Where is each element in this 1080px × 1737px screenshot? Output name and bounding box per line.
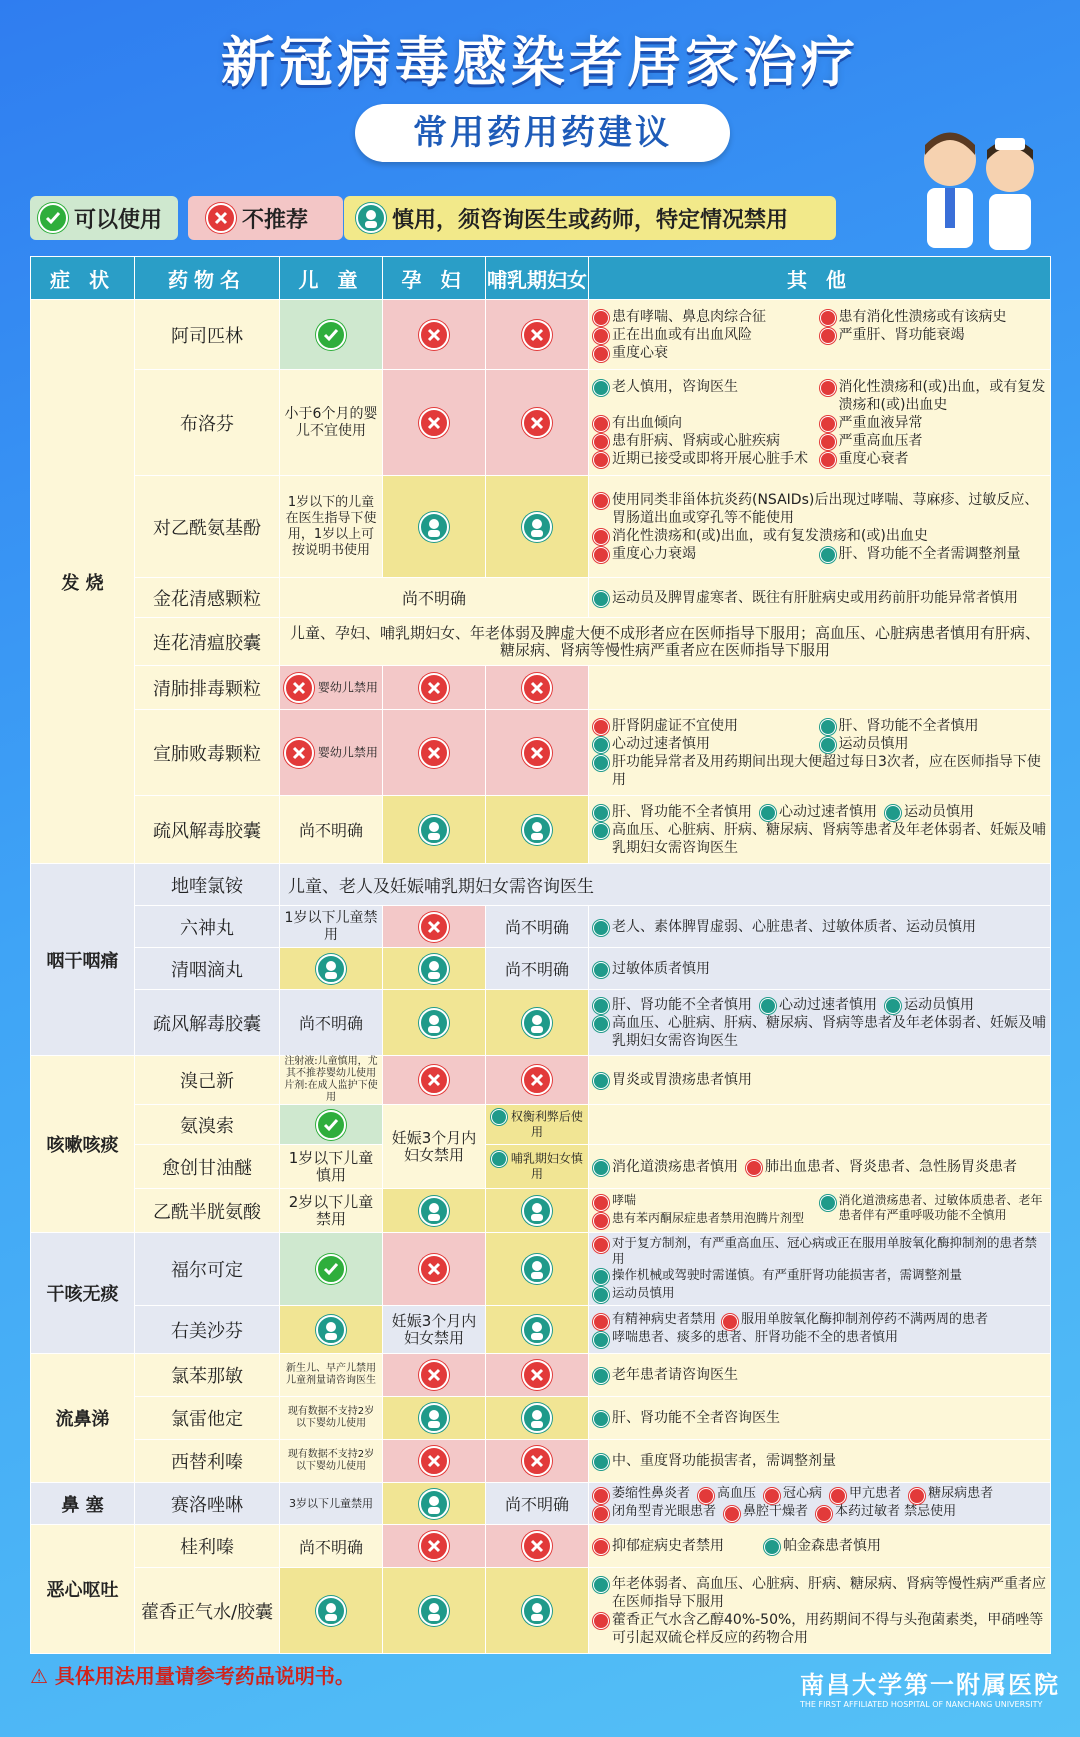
cross-icon [419, 912, 449, 942]
doctor-icon [593, 591, 609, 607]
doctor-icon [491, 1109, 507, 1125]
pregnant-status [383, 1354, 486, 1397]
lactating-status [486, 1233, 589, 1306]
drug-name: 右美沙芬 [135, 1306, 280, 1354]
hospital-logo [800, 1665, 1060, 1709]
footer-note: ⚠ 具体用法用量请参考药品说明书。 [30, 1664, 355, 1688]
pregnant-status [383, 300, 486, 370]
doctor-icon [820, 547, 836, 563]
doctor-icon [593, 1454, 609, 1470]
check-icon [316, 1254, 346, 1284]
child-status: 1岁以下儿童慎用 [280, 1145, 383, 1189]
lactating-status [486, 370, 589, 476]
header-child: 儿 童 [280, 257, 383, 300]
cross-icon [593, 1613, 609, 1629]
cross-icon [593, 529, 609, 545]
doctor-icon [593, 920, 609, 936]
symptom-cough: 咳嗽咳痰 [31, 1056, 135, 1233]
pregnant-status [383, 710, 486, 796]
header-symptom: 症 状 [31, 257, 135, 300]
doctor-icon [522, 1596, 552, 1626]
cross-icon [820, 416, 836, 432]
doctor-icon [593, 380, 609, 396]
doctor-icon [522, 1008, 552, 1038]
cross-icon [816, 1506, 832, 1522]
cross-icon [593, 346, 609, 362]
cross-icon [593, 547, 609, 563]
cross-icon [522, 1531, 552, 1561]
doctor-icon [593, 755, 609, 771]
pregnant-status [383, 990, 486, 1056]
cross-icon [419, 408, 449, 438]
doctor-icon [885, 998, 901, 1014]
cross-icon [522, 320, 552, 350]
other-notes: 消化道溃疡患者慎用 肺出血患者、肾炎患者、急性肠胃炎患者 [589, 1145, 1051, 1189]
legend-caution [344, 196, 836, 240]
other-notes: 肝、肾功能不全者慎用 心动过速者慎用 运动员慎用 高血压、心脏病、肝病、糖尿病、肾病等患者及年老体弱者、妊娠及哺乳期妇女需咨询医生 [589, 990, 1051, 1056]
lactating-status [486, 300, 589, 370]
cross-icon [593, 416, 609, 432]
cross-icon [698, 1488, 714, 1504]
cross-icon [284, 673, 314, 703]
doctor-icon [885, 805, 901, 821]
cross-icon [593, 1488, 609, 1504]
doctor-icon [419, 1489, 449, 1519]
symptom-throat: 咽干咽痛 [31, 864, 135, 1056]
status-span: 尚不明确 [280, 578, 589, 618]
cross-icon [284, 738, 314, 768]
child-status: 尚不明确 [280, 990, 383, 1056]
medication-table [30, 256, 1051, 1654]
lactating-status: 尚不明确 [486, 1483, 589, 1525]
pregnant-status [383, 1483, 486, 1525]
lactating-status [486, 796, 589, 864]
doctor-icon [419, 954, 449, 984]
doctor-icon [316, 1315, 346, 1345]
child-status [280, 1233, 383, 1306]
drug-name: 六神丸 [135, 906, 280, 948]
status-span: 儿童、老人及妊娠哺乳期妇女需咨询医生 [280, 864, 1051, 906]
other-notes: 使用同类非甾体抗炎药(NSAIDs)后出现过哮喘、荨麻疹、过敏反应、胃肠道出血或穿孔等不能使用 消化性溃疡和(或)出血，或有复发溃疡和(或)出血史 重度心力衰竭 肝、肾功能不全者需调整剂量 [589, 476, 1051, 578]
child-status: 1岁以下的儿童在医生指导下使用，1岁以上可按说明书使用 [280, 476, 383, 578]
check-icon [38, 203, 68, 233]
cross-icon [593, 1539, 609, 1555]
drug-name: 对乙酰氨基酚 [135, 476, 280, 578]
drug-name: 溴己新 [135, 1056, 280, 1105]
cross-icon [522, 408, 552, 438]
pregnant-status [383, 1189, 486, 1233]
child-status: 新生儿、早产儿禁用 儿童剂量请咨询医生 [280, 1354, 383, 1397]
drug-name: 氯苯那敏 [135, 1354, 280, 1397]
lactating-status: 尚不明确 [486, 906, 589, 948]
cross-icon [206, 203, 236, 233]
doctor-icon [760, 998, 776, 1014]
drug-name: 疏风解毒胶囊 [135, 990, 280, 1056]
pregnant-status [383, 1525, 486, 1568]
cross-icon [419, 1254, 449, 1284]
cross-icon [593, 493, 609, 509]
cross-icon [746, 1160, 762, 1176]
lactating-status [486, 1525, 589, 1568]
cross-icon [419, 673, 449, 703]
doctor-icon [820, 1195, 836, 1211]
other-notes: 过敏体质者慎用 [589, 948, 1051, 990]
drug-name: 宣肺败毒颗粒 [135, 710, 280, 796]
other-notes: 老人、素体脾胃虚弱、心脏患者、过敏体质者、运动员慎用 [589, 906, 1051, 948]
doctor-icon [316, 954, 346, 984]
other-notes: 患有哮喘、鼻息肉综合征 患有消化性溃疡或有该病史 正在出血或有出血风险 严重肝、肾功能衰竭 重度心衰 [589, 300, 1051, 370]
header-drug: 药物名 [135, 257, 280, 300]
doctor-icon [522, 1315, 552, 1345]
doctor-icon [820, 719, 836, 735]
lactating-status [486, 476, 589, 578]
child-status: 1岁以下儿童禁用 [280, 906, 383, 948]
drug-name: 地喹氯铵 [135, 864, 280, 906]
cross-icon [419, 320, 449, 350]
lactating-status: 权衡利弊后使用 [486, 1105, 589, 1145]
lactating-status [486, 1568, 589, 1654]
pregnant-status [383, 476, 486, 578]
drug-name: 愈创甘油醚 [135, 1145, 280, 1189]
cross-icon [722, 1314, 738, 1330]
hospital-name: 南昌大学第一附属医院 [800, 1671, 1060, 1699]
lactating-status [486, 1397, 589, 1440]
child-status: 2岁以下儿童禁用 [280, 1189, 383, 1233]
pregnant-status [383, 1056, 486, 1105]
other-notes: 哮喘 患有苯丙酮尿症患者禁用泡腾片剂型 消化道溃疡患者、过敏体质患者、老年患者伴有严重呼吸功能不全慎用 [589, 1189, 1051, 1233]
cross-icon [830, 1488, 846, 1504]
cross-icon [419, 738, 449, 768]
child-status [280, 1105, 383, 1145]
drug-name: 清咽滴丸 [135, 948, 280, 990]
header-pregnant: 孕 妇 [383, 257, 486, 300]
other-notes [589, 1105, 1051, 1145]
pregnant-status [383, 1568, 486, 1654]
doctor-icon [593, 1073, 609, 1089]
drug-name: 清肺排毒颗粒 [135, 666, 280, 710]
doctor-icon [522, 815, 552, 845]
child-status: 现有数据不支持2岁以下婴幼儿使用 [280, 1397, 383, 1440]
legend-no [188, 196, 343, 240]
cross-icon [593, 1237, 609, 1253]
other-notes: 胃炎或胃溃疡患者慎用 [589, 1056, 1051, 1105]
other-notes: 老年患者请咨询医生 [589, 1354, 1051, 1397]
cross-icon [419, 1065, 449, 1095]
other-notes: 中、重度肾功能损害者，需调整剂量 [589, 1440, 1051, 1483]
other-notes: 萎缩性鼻炎者 高血压 冠心病 甲亢患者 糖尿病患者 闭角型青光眼患者 鼻腔干燥者 本药过敏者 禁忌使用 [589, 1483, 1051, 1525]
doctor-icon [419, 1596, 449, 1626]
lactating-status [486, 1189, 589, 1233]
child-status: 现有数据不支持2岁以下婴幼儿使用 [280, 1440, 383, 1483]
lactating-status [486, 710, 589, 796]
doctor-icon [522, 1196, 552, 1226]
cross-icon [820, 310, 836, 326]
symptom-runny-nose: 流鼻涕 [31, 1354, 135, 1483]
drug-name: 福尔可定 [135, 1233, 280, 1306]
lactating-status [486, 990, 589, 1056]
doctor-icon [419, 1196, 449, 1226]
pregnant-status [383, 1397, 486, 1440]
doctor-icon [522, 512, 552, 542]
doctor-icon [356, 203, 386, 233]
other-notes: 肝、肾功能不全者慎用 心动过速者慎用 运动员慎用 高血压、心脏病、肝病、糖尿病、肾病等患者及年老体弱者、妊娠及哺乳期妇女需咨询医生 [589, 796, 1051, 864]
cross-icon [764, 1488, 780, 1504]
warning-icon: ⚠ [30, 1664, 48, 1688]
cross-icon [522, 1360, 552, 1390]
drug-name: 乙酰半胱氨酸 [135, 1189, 280, 1233]
cross-icon [593, 310, 609, 326]
lactating-status [486, 1354, 589, 1397]
header-lactating: 哺乳期妇女 [486, 257, 589, 300]
lactating-status [486, 1056, 589, 1105]
child-status [280, 948, 383, 990]
symptom-fever: 发 烧 [31, 300, 135, 864]
pregnant-status [383, 948, 486, 990]
doctor-icon [593, 1368, 609, 1384]
child-status: 尚不明确 [280, 796, 383, 864]
drug-name: 西替利嗪 [135, 1440, 280, 1483]
doctor-icon [593, 998, 609, 1014]
other-notes: 有精神病史者禁用 服用单胺氧化酶抑制剂停药不满两周的患者 哮喘患者、痰多的患者、肝肾功能不全的患者慎用 [589, 1306, 1051, 1354]
child-status: 婴幼儿禁用 [280, 666, 383, 710]
lactating-status [486, 1440, 589, 1483]
pregnant-status [383, 370, 486, 476]
cross-icon [522, 1065, 552, 1095]
lactating-status [486, 666, 589, 710]
pregnant-status [383, 906, 486, 948]
pregnant-status [383, 1233, 486, 1306]
status-span: 儿童、孕妇、哺乳期妇女、年老体弱及脾虚大便不成形者应在医师指导下服用；高血压、心脏病患者慎用有肝病、糖尿病、肾病等慢性病严重者应在医师指导下服用 [280, 618, 1051, 666]
doctor-icon [491, 1151, 507, 1167]
doctor-icon [419, 512, 449, 542]
lactating-status [486, 1306, 589, 1354]
cross-icon [522, 738, 552, 768]
lactating-status: 尚不明确 [486, 948, 589, 990]
child-status: 3岁以下儿童禁用 [280, 1483, 383, 1525]
other-notes: 老人慎用，咨询医生 消化性溃疡和(或)出血，或有复发溃疡和(或)出血史 有出血倾向 严重血液异常 患有肝病、肾病或心脏疾病 严重高血压者 近期已接受或即将开展心脏手术 重度心衰者 [589, 370, 1051, 476]
cross-icon [593, 719, 609, 735]
child-status: 尚不明确 [280, 1525, 383, 1568]
doctor-icon [593, 1577, 609, 1593]
cross-icon [724, 1506, 740, 1522]
header-other: 其 他 [589, 257, 1051, 300]
cross-icon [419, 1360, 449, 1390]
pregnant-status [383, 1440, 486, 1483]
doctor-icon [593, 1411, 609, 1427]
doctor-icon [593, 1287, 609, 1303]
cross-icon [593, 452, 609, 468]
doctor-icon [820, 737, 836, 753]
other-notes: 运动员及脾胃虚寒者、既往有肝脏病史或用药前肝功能异常者慎用 [589, 578, 1051, 618]
child-status [280, 1568, 383, 1654]
doctor-icon [764, 1539, 780, 1555]
other-notes: 抑郁症病史者禁用 帕金森患者慎用 [589, 1525, 1051, 1568]
hospital-english-name: THE FIRST AFFILIATED HOSPITAL OF NANCHANG UNIVERSITY [800, 1700, 1043, 1709]
doctor-icon [593, 1332, 609, 1348]
child-status: 注射液:儿童慎用，尤其不推荐婴幼儿使用 片剂:在成人监护下使用 [280, 1056, 383, 1105]
cross-icon [522, 673, 552, 703]
doctor-icon [593, 1160, 609, 1176]
doctor-icon [419, 815, 449, 845]
doctor-icon [419, 1008, 449, 1038]
drug-name: 氨溴索 [135, 1105, 280, 1145]
drug-name: 阿司匹林 [135, 300, 280, 370]
child-status: 婴幼儿禁用 [280, 710, 383, 796]
cross-icon [820, 328, 836, 344]
cross-icon [593, 1195, 609, 1211]
legend-caution-label: 慎用，须咨询医生或药师，特定情况禁用 [392, 207, 789, 233]
cross-icon [419, 1531, 449, 1561]
drug-name: 桂利嗪 [135, 1525, 280, 1568]
doctor-icon [760, 805, 776, 821]
other-notes: 肝、肾功能不全者咨询医生 [589, 1397, 1051, 1440]
drug-name: 布洛芬 [135, 370, 280, 476]
drug-name: 氯雷他定 [135, 1397, 280, 1440]
cross-icon [593, 1314, 609, 1330]
pregnant-status [383, 796, 486, 864]
doctor-icon [593, 962, 609, 978]
doctor-icon [593, 737, 609, 753]
drug-name: 连花清瘟胶囊 [135, 618, 280, 666]
lactating-status: 哺乳期妇女慎用 [486, 1145, 589, 1189]
child-status [280, 1306, 383, 1354]
legend-ok [30, 196, 178, 240]
cross-icon [820, 380, 836, 396]
doctor-icon [316, 1596, 346, 1626]
cross-icon [820, 452, 836, 468]
other-notes: 年老体弱者、高血压、心脏病、肝病、糖尿病、肾病等慢性病严重者应在医师指导下服用 藿香正气水含乙醇40%-50%，用药期间不得与头孢菌素类，甲硝唑等可引起双硫仑样反应的药物合用 [589, 1568, 1051, 1654]
doctor-icon [593, 823, 609, 839]
symptom-congestion: 鼻 塞 [31, 1483, 135, 1525]
pregnant-status: 妊娠3个月内妇女禁用 [383, 1306, 486, 1354]
page-title: 新冠病毒感染者居家治疗 [221, 31, 859, 94]
doctors-illustration [905, 120, 1055, 255]
pregnant-status [383, 666, 486, 710]
doctor-icon [593, 1016, 609, 1032]
child-status: 小于6个月的婴儿不宜使用 [280, 370, 383, 476]
doctor-icon [593, 805, 609, 821]
drug-name: 藿香正气水/胶囊 [135, 1568, 280, 1654]
other-notes: 对于复方制剂，有严重高血压、冠心病或正在服用单胺氧化酶抑制剂的患者禁用 操作机械或驾驶时需谨慎。有严重肝肾功能损害者，需调整剂量 运动员慎用 [589, 1233, 1051, 1306]
legend-ok-label: 可以使用 [74, 207, 163, 233]
legend-no-label: 不推荐 [242, 207, 309, 233]
cross-icon [593, 1213, 609, 1229]
other-notes: 肝肾阴虚证不宜使用 肝、肾功能不全者慎用 心动过速者慎用 运动员慎用 肝功能异常者及用药期间出现大便超过每日3次者，应在医师指导下使用 [589, 710, 1051, 796]
drug-name: 金花清感颗粒 [135, 578, 280, 618]
cross-icon [593, 1506, 609, 1522]
drug-name: 疏风解毒胶囊 [135, 796, 280, 864]
symptom-dry-cough: 干咳无痰 [31, 1233, 135, 1354]
cross-icon [820, 434, 836, 450]
cross-icon [522, 1446, 552, 1476]
doctor-icon [522, 1254, 552, 1284]
doctor-icon [593, 1269, 609, 1285]
other-notes [589, 666, 1051, 710]
pregnant-status: 妊娠3个月内妇女禁用 [383, 1105, 486, 1189]
cross-icon [593, 328, 609, 344]
cross-icon [909, 1488, 925, 1504]
child-status [280, 300, 383, 370]
cross-icon [593, 434, 609, 450]
symptom-nausea: 恶心呕吐 [31, 1525, 135, 1654]
doctor-icon [522, 1403, 552, 1433]
page-subtitle: 常用药用药建议 [355, 104, 730, 162]
cross-icon [419, 1446, 449, 1476]
drug-name: 赛洛唑啉 [135, 1483, 280, 1525]
doctor-icon [419, 1403, 449, 1433]
check-icon [316, 320, 346, 350]
check-icon [316, 1110, 346, 1140]
